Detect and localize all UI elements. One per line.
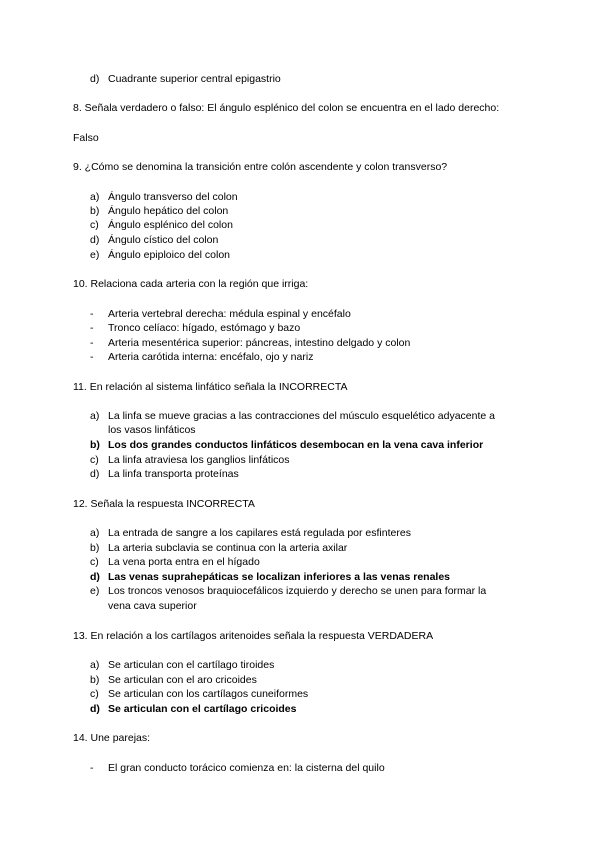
question-13: 13. En relación a los cartílagos aritenoides señala la respuesta VERDADERA xyxy=(73,630,434,642)
option-text: Se articulan con el aro cricoides xyxy=(108,674,257,686)
option-marker: d) xyxy=(90,703,100,715)
bullet-text: Arteria vertebral derecha: médula espinal y encéfalo xyxy=(108,308,351,320)
option-marker: d) xyxy=(90,73,100,85)
option-marker: c) xyxy=(90,219,99,231)
option-text: La vena porta entra en el hígado xyxy=(108,556,260,568)
bullet-marker: - xyxy=(90,351,94,363)
option-text: La linfa atraviesa los ganglios linfáticos xyxy=(108,454,290,466)
option-marker: b) xyxy=(90,205,100,217)
option-marker: e) xyxy=(90,249,100,261)
option-marker: a) xyxy=(90,410,100,422)
option-text-continued: vena cava superior xyxy=(108,600,197,612)
question-9: 9. ¿Cómo se denomina la transición entre colón ascendente y colon transverso? xyxy=(73,161,448,173)
option-text-selected: Se articulan con el cartílago cricoides xyxy=(108,703,297,715)
option-text: Ángulo esplénico del colon xyxy=(108,219,233,231)
option-marker: a) xyxy=(90,659,100,671)
option-marker: c) xyxy=(90,688,99,700)
bullet-marker: - xyxy=(90,322,94,334)
option-marker: e) xyxy=(90,585,100,597)
bullet-marker: - xyxy=(90,762,94,774)
option-marker: d) xyxy=(90,468,100,480)
option-text-selected: Las venas suprahepáticas se localizan inferiores a las venas renales xyxy=(108,571,451,583)
option-marker: d) xyxy=(90,234,100,246)
option-text: Se articulan con los cartílagos cuneiformes xyxy=(108,688,309,700)
bullet-marker: - xyxy=(90,337,94,349)
question-11: 11. En relación al sistema linfático señala la INCORRECTA xyxy=(73,381,348,393)
question-14: 14. Une parejas: xyxy=(73,732,151,744)
bullet-text: Arteria mesentérica superior: páncreas, intestino delgado y colon xyxy=(108,337,411,349)
option-text: Ángulo transverso del colon xyxy=(108,191,238,203)
question-12: 12. Señala la respuesta INCORRECTA xyxy=(73,498,255,510)
option-text: Ángulo hepático del colon xyxy=(108,205,229,217)
option-marker: b) xyxy=(90,439,100,451)
option-text: Cuadrante superior central epigastrio xyxy=(108,73,281,85)
question-8: 8. Señala verdadero o falso: El ángulo esplénico del colon se encuentra en el lado derecho: xyxy=(73,102,500,114)
option-text: Se articulan con el cartílago tiroides xyxy=(108,659,275,671)
option-text: Ángulo cístico del colon xyxy=(108,234,219,246)
option-text-continued: los vasos linfáticos xyxy=(108,424,196,436)
option-text: Los troncos venosos braquiocefálicos izquierdo y derecho se unen para formar la xyxy=(108,585,487,597)
bullet-text: Arteria carótida interna: encéfalo, ojo y nariz xyxy=(108,351,314,363)
option-marker: c) xyxy=(90,556,99,568)
bullet-text: Tronco celíaco: hígado, estómago y bazo xyxy=(108,322,301,334)
option-text: La entrada de sangre a los capilares está regulada por esfinteres xyxy=(108,527,411,539)
option-marker: c) xyxy=(90,454,99,466)
option-text: La linfa transporta proteínas xyxy=(108,468,239,480)
option-marker: d) xyxy=(90,571,100,583)
option-marker: a) xyxy=(90,191,100,203)
option-marker: b) xyxy=(90,674,100,686)
option-text-selected: Los dos grandes conductos linfáticos desembocan en la vena cava inferior xyxy=(108,439,484,451)
answer-8: Falso xyxy=(73,132,99,144)
option-marker: b) xyxy=(90,542,100,554)
option-text: La arteria subclavia se continua con la arteria axilar xyxy=(108,542,348,554)
bullet-marker: - xyxy=(90,308,94,320)
question-10: 10. Relaciona cada arteria con la región que irriga: xyxy=(73,278,309,290)
option-text: La linfa se mueve gracias a las contracciones del músculo esquelético adyacente a xyxy=(108,410,495,422)
option-text: Ángulo epiploico del colon xyxy=(108,249,231,261)
option-marker: a) xyxy=(90,527,100,539)
bullet-text: El gran conducto torácico comienza en: la cisterna del quilo xyxy=(108,762,385,774)
